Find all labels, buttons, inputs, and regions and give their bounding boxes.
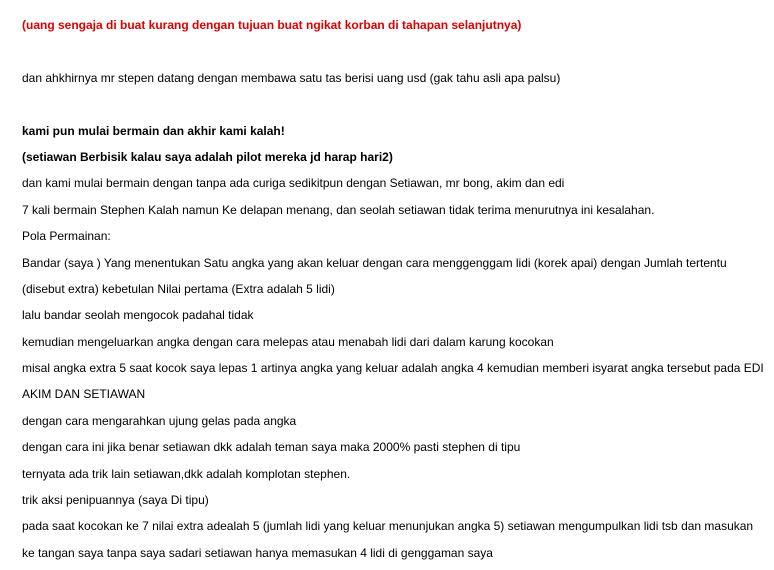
paragraph-seventh-shuffle: pada saat kocokan ke 7 nilai extra adealah 5 (jumlah lidi yang keluar menunjukan angka 5) setiawan mengumpulkan lidi tsb dan masukan [22, 519, 754, 534]
paragraph-glass-signal: dengan cara mengarahkan ujung gelas pada angka [22, 413, 297, 428]
paragraph-extra: (disebut extra) kebetulan Nilai pertama (Extra adalah 5 lidi) [22, 281, 335, 296]
paragraph-release-sticks: kemudian mengeluarkan angka dengan cara melepas atau menabah lidi dari dalam karung kocokan [22, 334, 554, 349]
paragraph-stepen-arrival: dan ahkhirnya mr stepen datang dengan membawa satu tas berisi uang usd (gak tahu asli apa palsu) [22, 70, 561, 85]
paragraph-dealer: Bandar (saya ) Yang menentukan Satu angka yang akan keluar dengan cara menggenggam lidi (korek apai) dengan Jumlah tertentu [22, 255, 727, 270]
red-note-paragraph: (uang sengaja di buat kurang dengan tujuan buat ngikat korban di tahapan selanjutnya) [22, 18, 522, 32]
paragraph-certain: dengan cara ini jika benar setiawan dkk adalah teman saya maka 2000% pasti stephen di tipu [22, 440, 521, 455]
blank-line [22, 95, 774, 121]
paragraph-scam-trick: trik aksi penipuannya (saya Di tipu) [22, 493, 209, 508]
bold-paragraph-whisper: (setiawan Berbisik kalau saya adalah pilot mereka jd harap hari2) [22, 149, 393, 164]
paragraph-pattern-heading: Pola Permainan: [22, 229, 111, 244]
paragraph-other-trick: ternyata ada trik lain setiawan,dkk adalah komplotan stephen. [22, 466, 351, 481]
blank-line [22, 42, 774, 68]
paragraph-names: AKIM DAN SETIAWAN [22, 387, 146, 402]
bold-paragraph-lost: kami pun mulai bermain dan akhir kami kalah! [22, 123, 285, 138]
paragraph-four-sticks: ke tangan saya tanpa saya sadari setiawan hanya memasukan 4 lidi di genggaman saya [22, 545, 493, 560]
paragraph-fake-shuffle: lalu bandar seolah mengocok padahal tidak [22, 308, 254, 323]
paragraph-start-playing: dan kami mulai bermain dengan tanpa ada curiga sedikitpun dengan Setiawan, mr bong, akim dan edi [22, 176, 565, 191]
document-body [22, 16, 774, 570]
paragraph-example: misal angka extra 5 saat kocok saya lepas 1 artinya angka yang keluar adalah angka 4 kemudian memberi isyarat angka tersebut pada EDI [22, 361, 764, 376]
paragraph-seven-games: 7 kali bermain Stephen Kalah namun Ke delapan menang, dan seolah setiawan tidak terima menurutnya ini kesalahan. [22, 202, 655, 217]
